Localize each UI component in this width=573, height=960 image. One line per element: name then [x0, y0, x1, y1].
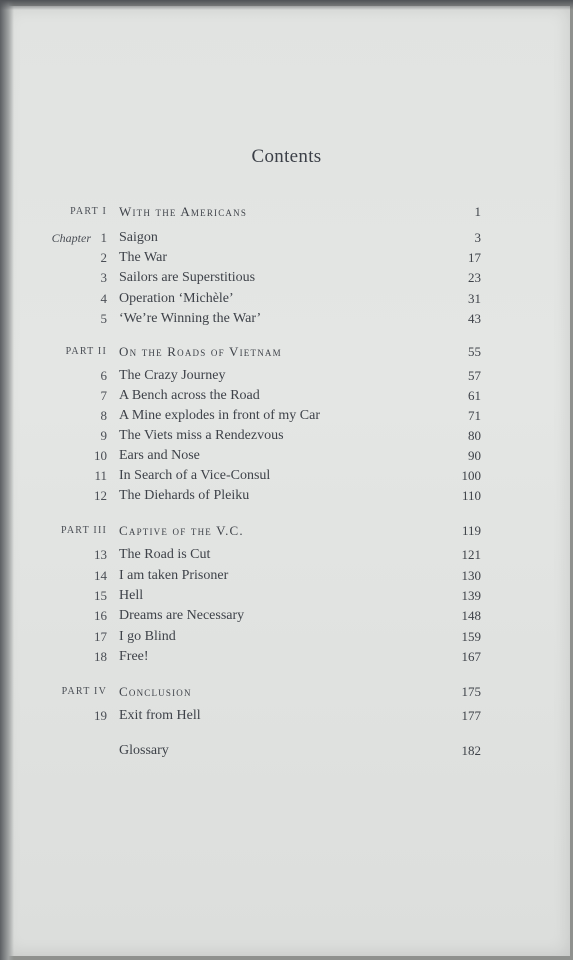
chapter-number: 3 [100, 270, 107, 285]
page-number: 119 [461, 523, 481, 538]
page-number: 71 [468, 408, 481, 423]
chapter-number: 15 [94, 588, 107, 603]
part-row [0, 683, 573, 701]
page-number: 23 [468, 270, 481, 285]
part-title: Captive of the V.C. [119, 523, 244, 538]
page-number: 17 [468, 250, 481, 265]
chapter-row [0, 607, 573, 625]
page-number: 159 [461, 629, 481, 644]
page-number: 110 [461, 488, 481, 503]
chapter-row [0, 587, 573, 605]
chapter-number: 11 [94, 468, 107, 483]
chapter-row [0, 269, 573, 287]
chapter-row [0, 467, 573, 485]
chapter-title: Ears and Nose [119, 448, 200, 463]
part-label: PART IV [61, 686, 107, 697]
chapter-row [0, 487, 573, 505]
chapter-number: 6 [100, 368, 107, 383]
chapter-row [0, 546, 573, 564]
chapter-title: I go Blind [119, 629, 176, 644]
chapter-number: 18 [94, 649, 107, 664]
chapter-title: In Search of a Vice-Consul [119, 468, 271, 483]
page-number: 177 [461, 708, 481, 723]
chapter-title: The Viets miss a Rendezvous [119, 428, 284, 443]
page-number: 55 [468, 344, 481, 359]
part-label: PART I [70, 206, 107, 217]
chapter-row [0, 447, 573, 465]
chapter-row [0, 628, 573, 646]
chapter-row [0, 387, 573, 405]
chapter-row [0, 249, 573, 267]
contents-title: Contents [251, 146, 322, 167]
page-number: 175 [461, 684, 481, 699]
chapter-title: The War [119, 250, 167, 265]
top-edge-shadow [0, 0, 573, 10]
chapter-number: 8 [100, 408, 107, 423]
chapter-number: 14 [94, 568, 107, 583]
part-title: With the Americans [119, 204, 248, 219]
chapter-title: I am taken Prisoner [119, 568, 229, 583]
chapter-title: The Diehards of Pleiku [119, 488, 250, 503]
chapter-title: The Road is Cut [119, 547, 211, 562]
chapter-title: Sailors are Superstitious [119, 270, 256, 285]
glossary-title: Glossary [119, 743, 169, 758]
glossary-row [0, 742, 573, 760]
chapter-number: 5 [100, 311, 107, 326]
chapter-title: Operation ‘Michèle’ [119, 291, 234, 306]
chapter-number: 19 [94, 708, 107, 723]
chapter-number: 4 [100, 291, 107, 306]
page-number: 1 [474, 204, 481, 219]
page-number: 43 [468, 311, 481, 326]
chapter-row [0, 290, 573, 308]
chapter-number: 16 [94, 608, 107, 623]
page-number: 121 [461, 547, 481, 562]
page-number: 57 [468, 368, 481, 383]
page-number: 3 [474, 230, 481, 245]
page-number: 167 [461, 649, 481, 664]
page-number: 31 [468, 291, 481, 306]
chapter-label: Chapter [51, 231, 91, 245]
chapter-number: 2 [100, 250, 107, 265]
page-number: 148 [461, 608, 481, 623]
page-number: 80 [468, 428, 481, 443]
chapter-row [0, 427, 573, 445]
chapter-row [0, 367, 573, 385]
chapter-number: 1 [100, 230, 107, 245]
chapter-title: A Bench across the Road [119, 388, 260, 403]
part-row [0, 203, 573, 221]
chapter-title: The Crazy Journey [119, 368, 226, 383]
chapter-title: Dreams are Necessary [119, 608, 245, 623]
chapter-title: Exit from Hell [119, 708, 201, 723]
chapter-number: 12 [94, 488, 107, 503]
chapter-number: 7 [100, 388, 107, 403]
chapter-title: A Mine explodes in front of my Car [119, 408, 321, 423]
page-number: 61 [468, 388, 481, 403]
part-row [0, 522, 573, 540]
chapter-title: Saigon [119, 230, 158, 245]
chapter-number: 10 [94, 448, 107, 463]
chapter-number: 17 [94, 629, 107, 644]
chapter-number: 13 [94, 547, 107, 562]
chapter-row [0, 567, 573, 585]
chapter-row [0, 310, 573, 328]
chapter-title: ‘We’re Winning the War’ [119, 311, 262, 326]
chapter-row [0, 229, 573, 247]
chapter-row [0, 707, 573, 725]
chapter-row [0, 407, 573, 425]
page-number: 182 [461, 743, 481, 758]
page-number: 130 [461, 568, 481, 583]
chapter-number: 9 [100, 428, 107, 443]
part-title: On the Roads of Vietnam [119, 344, 282, 359]
page-number: 139 [461, 588, 481, 603]
chapter-title: Hell [119, 588, 144, 603]
chapter-row [0, 648, 573, 666]
part-label: PART III [61, 525, 107, 536]
chapter-title: Free! [119, 649, 149, 664]
page-number: 90 [468, 448, 481, 463]
part-label: PART II [65, 346, 107, 357]
part-row [0, 343, 573, 361]
part-title: Conclusion [119, 684, 192, 699]
page-number: 100 [461, 468, 481, 483]
